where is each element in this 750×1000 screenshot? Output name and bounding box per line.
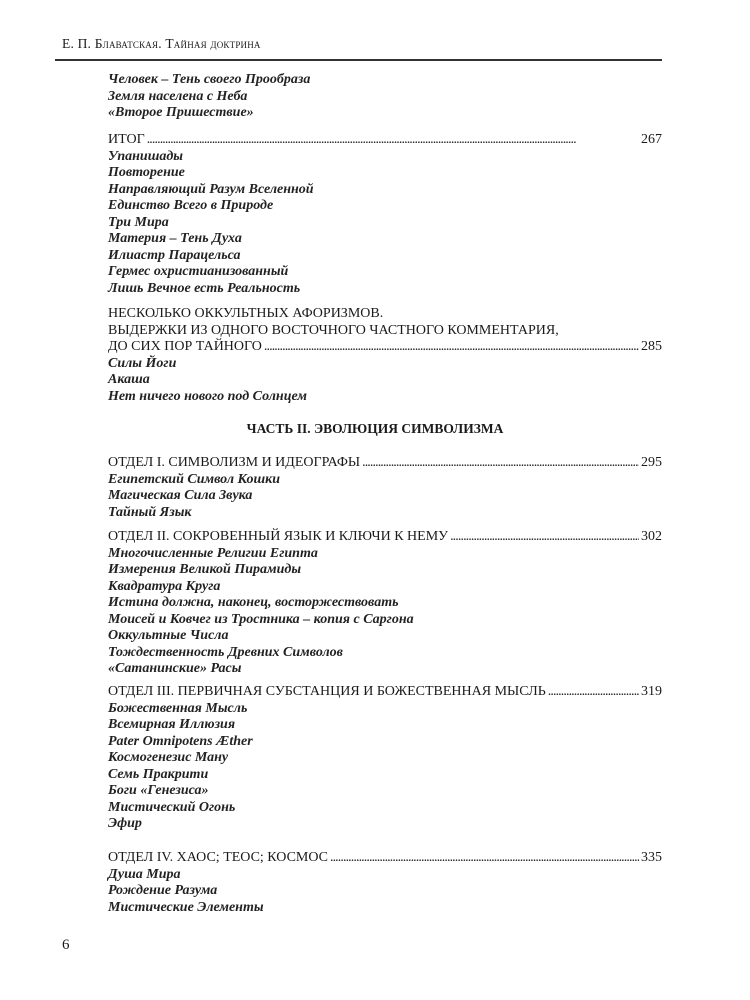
dot-leader [147, 132, 639, 149]
dot-leader [450, 529, 639, 546]
header-rule [55, 59, 662, 61]
toc-subitem: Семь Пракрити [108, 766, 209, 782]
toc-title-line: НЕСКОЛЬКО ОККУЛЬТНЫХ АФОРИЗМОВ. [108, 306, 384, 321]
toc-subitem: «Второе Пришествие» [108, 105, 254, 120]
toc-subitem: Гермес охристианизованный [108, 264, 289, 279]
toc-subitem: Лишь Вечное есть Реальность [108, 280, 301, 296]
toc-page: 335 [641, 850, 662, 865]
dot-leader [330, 850, 639, 867]
toc-subitem: Акаша [108, 372, 150, 387]
toc-subitem: Боги «Генезиса» [108, 783, 209, 798]
toc-heading[interactable] [108, 529, 662, 546]
toc-entry-aphorisms [108, 306, 662, 405]
toc-subitem: Материя – Тень Духа [108, 231, 242, 246]
toc-page: 295 [641, 455, 662, 470]
toc-subitem: Нет ничего нового под Солнцем [108, 388, 307, 404]
running-header: Е. П. Блаватская. Тайная доктрина [62, 36, 261, 51]
toc-section-3 [108, 684, 662, 833]
toc-subitem: Илиастр Парацельса [108, 247, 241, 263]
toc-section-2 [108, 529, 662, 678]
toc-heading[interactable] [108, 339, 662, 356]
toc-title: ОТДЕЛ II. СОКРОВЕННЫЙ ЯЗЫК И КЛЮЧИ К НЕМУ [108, 529, 449, 544]
toc-heading[interactable] [108, 132, 662, 149]
toc-subitem: Моисей и Ковчег из Тростника – копия с Саргона [108, 611, 414, 627]
toc-subitem: Измерения Великой Пирамиды [108, 562, 302, 577]
toc-subitem: Тождественность Древних Символов [108, 644, 343, 660]
page-number: 6 [62, 937, 70, 953]
toc-subitem: Божественная Мысль [108, 700, 248, 716]
toc-title: ИТОГ [108, 132, 145, 147]
toc-subitem: «Сатанинские» Расы [108, 661, 242, 676]
toc-subitem: Мистический Огонь [108, 799, 236, 815]
toc-subitem: Единство Всего в Природе [108, 198, 274, 213]
toc-heading[interactable] [108, 684, 662, 701]
toc-subitem: Человек – Тень своего Прообраза [108, 72, 311, 87]
toc-title: ДО СИХ ПОР ТАЙНОГО [108, 339, 262, 354]
toc-subitem: Всемирная Иллюзия [108, 717, 236, 732]
toc-subitem: Pater Omnipotens Æther [108, 733, 253, 749]
toc-subitem: Тайный Язык [108, 504, 192, 520]
toc-subitem: Силы Йоги [108, 355, 177, 371]
toc-title: ОТДЕЛ III. ПЕРВИЧНАЯ СУБСТАНЦИЯ И БОЖЕСТВЕННАЯ МЫСЛЬ [108, 684, 546, 699]
toc-subitem: Повторение [108, 165, 185, 180]
part-title: ЧАСТЬ II. ЭВОЛЮЦИЯ СИМВОЛИЗМА [246, 421, 504, 436]
toc-heading[interactable] [108, 455, 662, 472]
toc-subitem: Упанишады [108, 148, 184, 164]
toc-subitem: Рождение Разума [108, 883, 218, 898]
toc-subitem: Квадратура Круга [108, 578, 221, 594]
toc-entry-itog [108, 132, 662, 297]
toc-page: 319 [641, 684, 662, 699]
toc-subitem: Земля населена с Неба [108, 88, 248, 104]
intro-list [108, 72, 662, 122]
toc-subitem: Три Мира [108, 214, 169, 230]
toc-subitem: Многочисленные Религии Египта [108, 545, 318, 561]
toc-subitem: Космогенезис Ману [108, 750, 229, 765]
dot-leader [362, 455, 639, 472]
toc-title: ОТДЕЛ I. СИМВОЛИЗМ И ИДЕОГРАФЫ [108, 455, 361, 470]
toc-subitem: Душа Мира [108, 866, 181, 882]
toc-title: ОТДЕЛ IV. ХАОС; ТЕОС; КОСМОС [108, 850, 328, 865]
dot-leader [548, 684, 639, 701]
toc-section-1 [108, 455, 662, 521]
toc-page: 302 [641, 529, 662, 544]
toc-page: 267 [641, 132, 662, 147]
toc-subitem: Направляющий Разум Вселенной [108, 181, 314, 197]
toc-subitem: Мистические Элементы [108, 899, 264, 915]
toc-heading[interactable] [108, 850, 662, 867]
toc-title-line: ВЫДЕРЖКИ ИЗ ОДНОГО ВОСТОЧНОГО ЧАСТНОГО КОММЕНТАРИЯ, [108, 322, 559, 338]
toc-page: 285 [641, 339, 662, 354]
toc-subitem: Оккультные Числа [108, 628, 229, 643]
toc-subitem: Эфир [108, 816, 142, 831]
toc-subitem: Магическая Сила Звука [108, 488, 253, 503]
dot-leader [264, 339, 639, 356]
toc-subitem: Истина должна, наконец, восторжествовать [108, 595, 399, 610]
toc-section-4 [108, 850, 662, 916]
toc-subitem: Египетский Символ Кошки [108, 471, 281, 487]
